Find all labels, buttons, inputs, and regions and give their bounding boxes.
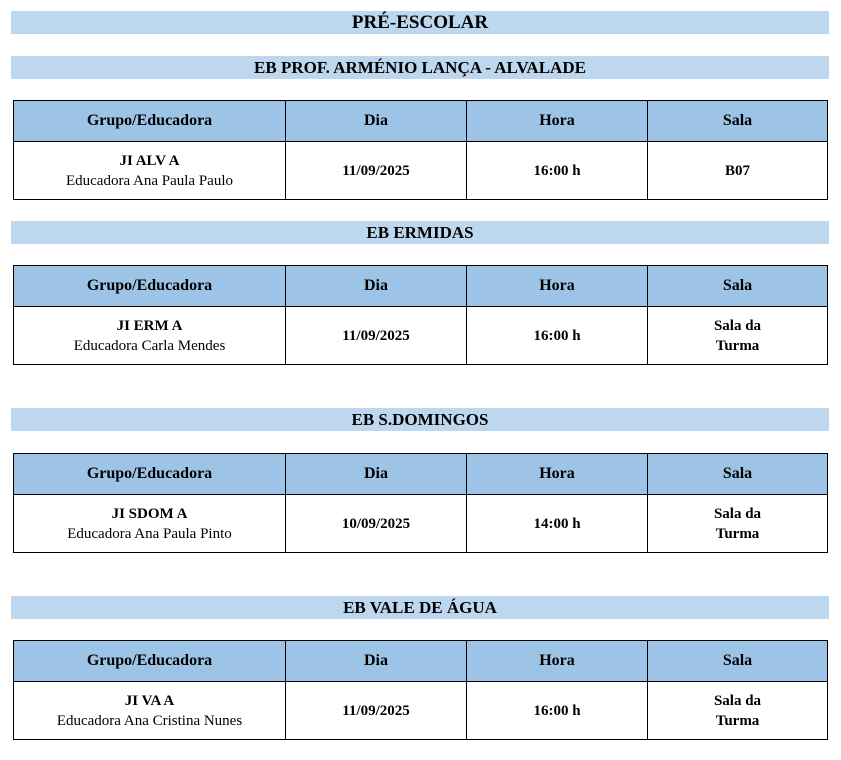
- header-group: Grupo/Educadora: [14, 266, 286, 307]
- educator-name: Educadora Ana Paula Paulo: [65, 172, 234, 189]
- room-cell: [648, 495, 828, 553]
- day-cell: 11/09/2025: [286, 142, 467, 200]
- room-cell: [648, 307, 828, 365]
- educator-name: Educadora Ana Cristina Nunes: [56, 712, 243, 729]
- school-heading-sdomingos: EB S.DOMINGOS: [11, 408, 829, 431]
- educator-name: Educadora Ana Paula Pinto: [67, 525, 232, 542]
- header-day: Dia: [286, 266, 467, 307]
- header-group: Grupo/Educadora: [14, 641, 286, 682]
- room-line-1: Sala da: [713, 692, 762, 709]
- group-cell: [14, 307, 286, 365]
- header-room: Sala: [648, 101, 828, 142]
- header-room: Sala: [648, 266, 828, 307]
- header-day: Dia: [286, 454, 467, 495]
- day-cell: 11/09/2025: [286, 307, 467, 365]
- group-name: JI VA A: [124, 692, 175, 709]
- group-name: JI SDOM A: [111, 505, 188, 522]
- room-line-1: Sala da: [713, 317, 762, 334]
- table-row: [14, 682, 828, 740]
- group-name: JI ALV A: [119, 152, 180, 169]
- room-line-1: B07: [724, 162, 750, 179]
- table-row: [14, 307, 828, 365]
- school-heading-ermidas: EB ERMIDAS: [11, 221, 829, 244]
- room-cell: [648, 142, 828, 200]
- group-cell: [14, 682, 286, 740]
- header-room: Sala: [648, 641, 828, 682]
- schedule-table-vale-de-agua: [13, 640, 828, 740]
- table-header-row: [14, 454, 828, 495]
- schedule-table-ermidas: [13, 265, 828, 365]
- table-row: [14, 495, 828, 553]
- header-group: Grupo/Educadora: [14, 101, 286, 142]
- hour-cell: 14:00 h: [467, 495, 648, 553]
- school-heading-alvalade: EB PROF. ARMÉNIO LANÇA - ALVALADE: [11, 56, 829, 79]
- hour-cell: 16:00 h: [467, 142, 648, 200]
- day-cell: 11/09/2025: [286, 682, 467, 740]
- hour-cell: 16:00 h: [467, 307, 648, 365]
- educator-name: Educadora Carla Mendes: [73, 337, 226, 354]
- header-day: Dia: [286, 641, 467, 682]
- room-line-1: Sala da: [713, 505, 762, 522]
- table-header-row: [14, 101, 828, 142]
- table-row: [14, 142, 828, 200]
- schedule-table-alvalade: [13, 100, 828, 200]
- header-hour: Hora: [467, 454, 648, 495]
- school-heading-vale-de-agua: EB VALE DE ÁGUA: [11, 596, 829, 619]
- header-hour: Hora: [467, 101, 648, 142]
- room-cell: [648, 682, 828, 740]
- group-cell: [14, 142, 286, 200]
- group-name: JI ERM A: [116, 317, 183, 334]
- group-cell: [14, 495, 286, 553]
- schedule-table-sdomingos: [13, 453, 828, 553]
- page-title: PRÉ-ESCOLAR: [11, 11, 829, 34]
- header-room: Sala: [648, 454, 828, 495]
- room-line-2: Turma: [715, 525, 760, 542]
- hour-cell: 16:00 h: [467, 682, 648, 740]
- header-hour: Hora: [467, 266, 648, 307]
- table-header-row: [14, 266, 828, 307]
- table-header-row: [14, 641, 828, 682]
- header-day: Dia: [286, 101, 467, 142]
- room-line-2: Turma: [715, 337, 760, 354]
- room-line-2: Turma: [715, 712, 760, 729]
- day-cell: 10/09/2025: [286, 495, 467, 553]
- header-hour: Hora: [467, 641, 648, 682]
- header-group: Grupo/Educadora: [14, 454, 286, 495]
